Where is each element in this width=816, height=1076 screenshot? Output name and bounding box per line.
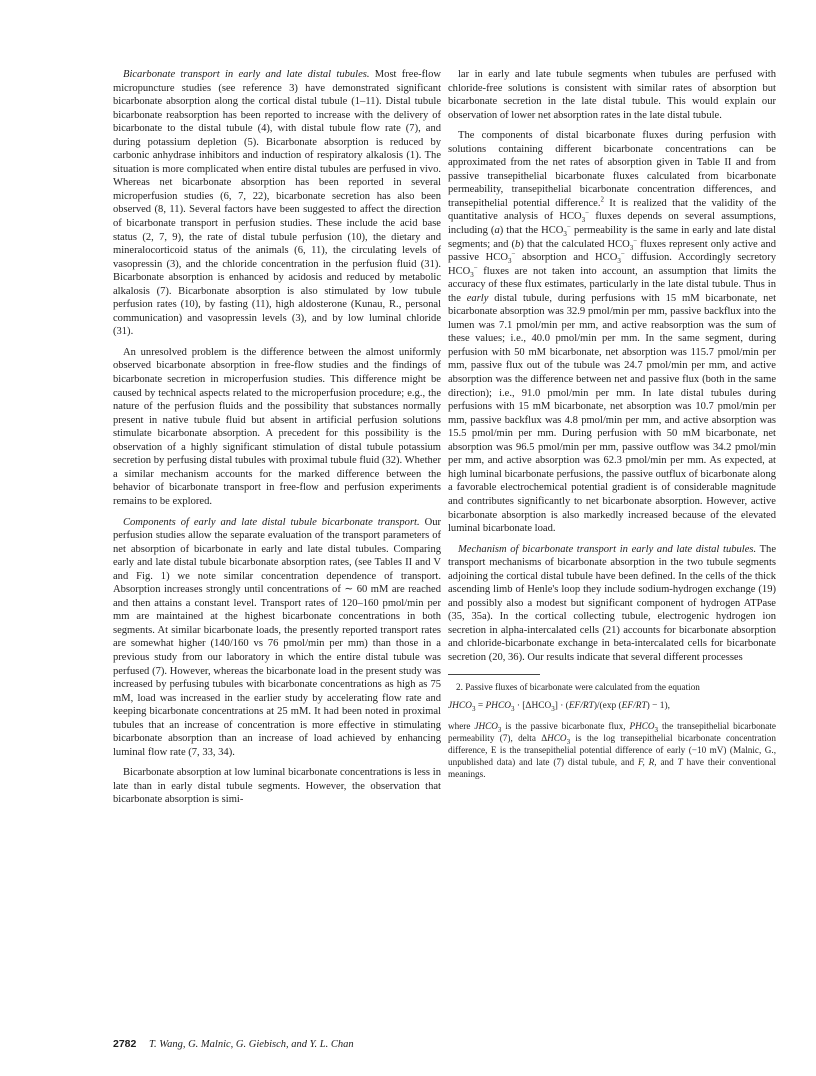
fn-part: is the passive bicarbonate flux, [501, 720, 630, 731]
right-column [448, 68, 776, 781]
hco3-sup: − [511, 249, 516, 258]
text-span: fluxes represent only active and passive HCO [448, 238, 777, 264]
eq-part: EF/RT [621, 700, 647, 711]
text-span: early [466, 292, 489, 304]
sub-3: 3 [497, 725, 502, 734]
sub-3: 3 [654, 725, 658, 734]
footnote-divider [448, 674, 540, 675]
fn-part: is the log transepithelial bicarbonate concentration difference, E is the transepithelial potential difference of early (−10 mV) (Malnic, G., unpublished data) and late (7) distal tubule, and [448, 732, 776, 768]
hco3-sup: − [585, 208, 590, 217]
hco3-sup: − [566, 222, 571, 231]
sub-3: 3 [551, 704, 555, 713]
text-span: b [515, 238, 521, 250]
fn-part: and [656, 757, 678, 768]
text-span: fluxes are not taken into account, an assumption that limits the accuracy of these flux estimates, particularly in the late distal tubule. Thus in the [448, 265, 776, 304]
paragraph-continuation: lar in early and late tubule segments when tubules are perfused with chloride-free solutions is consistent with similar rates of absorption but bicarbonate secretion in the late distal tubule. This would explain our observation of lower net absorption rates in the late distal tubule. [448, 69, 776, 121]
paragraph-text: Our perfusion studies allow the separate evaluation of the transport parameters of net absorption of bicarbonate in early and late distal tubules. Comparing early and late distal tubule bicarbonate absorption rates, (see Tables II and V and Fig. 1) we note similar concentration dependence of transport. Absorption increases strongly until concentrations of ∼ 60 mM are reached and then attains a constant level. Transport rates of 120–160 pmol/min per mm are maintained at the highest bicarbonate concentrations in both segments. At similar bicarbonate loads, the presently reported transport rates are somewhat higher (140/160 vs 76 pmol/min per mm) than those in a previous study from our laboratory in which the entire distal tubule was perfused (7). However, whereas the bicarbonate load in the present study was increased by perfusing tubules with bicarbonate concentrations as high as 75 mM, load was increased in the earlier study by accelerating flow rate and keeping bicarbonate concentrations at 25 mM. It had been noted in proximal tubules that an increase of concentration is more effective in stimulating bicarbonate absorption than an increase of load achieved by enhancing luminal flow rate (7, 33, 34). [113, 516, 442, 758]
fn-part: F, R, [638, 757, 657, 768]
text-span: distal tubule, during perfusions with 15 mM bicarbonate, net bicarbonate absorption was 32.9 pmol/min per mm, passive backflux into the lumen was 7.1 pmol/min per mm, and active reabsorption was the sum of these values; i.e., 40.0 pmol/min per mm. In the same segment, during perfusion with 50 mM bicarbonate, net absorption was 115.7 pmol/min per mm, passive flux out of the tubule was 24.7 pmol/min per mm, and active absorption was the difference between net and passive flux (both in the same direction); i.e., 91.0 pmol/min per mm. In late distal tubules during perfusions with 15 mM bicarbonate, net absorption was 10.7 pmol/min per mm, passive backflux was 4.8 pmol/min per mm, and active absorption was 15.5 pmol/min per mm. During perfusion with 50 mM bicarbonate, net absorption was 96.5 pmol/min per mm, passive outflow was 34.2 pmol/min per mm, and active absorption was 62.3 pmol/min per mm. As expected, at high luminal bicarbonate perfusions, the passive outflux of bicarbonate along a favorable electrochemical potential gradient is of considerable magnitude and contributes significantly to net bicarbonate absorption. However, active bicarbonate absorption is also markedly increased because of the elevated luminal bicarbonate load. [448, 292, 776, 535]
fn-part: T [677, 757, 683, 768]
footnote-ref: 2 [600, 195, 604, 204]
paragraph-bicarbonate-transport [113, 68, 441, 339]
running-authors: T. Wang, G. Malnic, G. Giebisch, and Y. L. Chan [148, 1039, 354, 1050]
hco3-sup: − [620, 249, 625, 258]
left-column [113, 68, 441, 807]
eq-part: ) − 1), [646, 700, 670, 711]
hco3-sup: − [473, 263, 478, 272]
footnote-intro: 2. Passive fluxes of bicarbonate were calculated from the equation [456, 681, 700, 692]
eq-part: JHCO [448, 700, 472, 711]
section-heading: Mechanism of bicarbonate transport in early and late distal tubules. [458, 543, 757, 555]
fn-part: have their conventional meanings. [448, 757, 777, 780]
sub-3: 3 [471, 704, 476, 713]
eq-part: EF/RT [568, 700, 594, 711]
text-span: The components of distal bicarbonate fluxes during perfusion with solutions containing different bicarbonate concentrations can be approximated from the net rates of absorption given in Table II and from passive transepithelial bicarbonate fluxes calculated from bicarbonate permeability, transepithelial bicarbonate concentration differences, and transepithelial potential difference. [448, 130, 776, 209]
page-footer [113, 1038, 354, 1050]
fn-part: the transepithelial bicarbonate permeability (7), delta Δ [448, 720, 776, 743]
paragraph-text: Most free-flow micropuncture studies (see reference 3) have demonstrated significant bicarbonate absorption along the cortical distal tubule (1–11). Distal tubule bicarbonate reabsorption has been reported to increase with the delivery of bicarbonate to the distal tubule (4), with distal tubule flow rate (7), and during potassium depletion (5). Bicarbonate absorption is reduced by carbonic anhydrase inhibitors and induction of respiratory alkalosis (1). The situation is more complicated when entire distal tubules are perfused in vivo. Whereas net bicarbonate absorption has been reported in several microperfusion studies (6, 7, 22), bicarbonate secretion has also been observed (8, 11). Several factors have been suggested to affect the direction of bicarbonate transport in perfusion studies. These include the acid base status (2, 7, 9), the rate of distal tubule perfusion (10), the dietary and mineralocorticoid status of the animals (6, 11), the circulating levels of vasopressin (3), and the chloride concentration in the perfusion fluid (31). Bicarbonate absorption is enhanced by acidosis and reduced by metabolic alkalosis (7). Bicarbonate absorption is also stimulated by low tubule perfusion rates (10), by fasting (11), high aldosterone (Kunau, R., personal communication) and vasopressin levels (3), and by low luminal chloride (31). [113, 69, 441, 338]
footnote-definitions [448, 720, 776, 781]
sub-3: 3 [510, 704, 515, 713]
eq-part: PHCO [485, 700, 511, 711]
hco3-sub: 3 [617, 257, 621, 266]
page-number: 2782 [113, 1038, 137, 1050]
section-heading: Bicarbonate transport in early and late distal tubules. [123, 69, 370, 80]
hco3-sub: 3 [581, 216, 586, 225]
text-span: It is realized that the validity of the quantitative analysis of HCO [448, 197, 776, 223]
paragraph-flux-components [448, 129, 776, 535]
section-heading: Components of early and late distal tubule bicarbonate transport. [123, 516, 420, 528]
footnote [448, 681, 776, 781]
text-span: absorption and HCO [515, 252, 618, 264]
text-span: fluxes depends on several assumptions, including ( [448, 211, 776, 237]
fn-part: HCO [547, 732, 567, 743]
fn-part: JHCO [474, 720, 498, 731]
fn-part: PHCO [629, 720, 655, 731]
paragraph-low-luminal: Bicarbonate absorption at low luminal bicarbonate concentrations is less in late than in early distal tubule segments. However, the observation that bicarbonate absorption is simi- [113, 767, 441, 806]
eq-part: = [475, 700, 486, 711]
text-span: diffusion. Accordingly secretory HCO [448, 252, 776, 277]
eq-part: ] · ( [554, 700, 569, 711]
text-span: ) that the HCO [499, 225, 564, 237]
paragraph-components [113, 516, 441, 760]
text-span: ) that the calculated HCO [520, 238, 630, 250]
text-span: a [494, 225, 500, 237]
hco3-sub: 3 [470, 270, 474, 279]
eq-part: )/(exp ( [593, 700, 622, 711]
hco3-sub: 3 [507, 257, 512, 266]
paragraph-text: The transport mechanisms of bicarbonate absorption in the two tubule segments adjoining the cortical distal tubule have been defined. In the cells of the thick ascending limb of Henle's loop they include sodium-hydrogen exchange (19) and possibly also a modest but significant component of hydrogen ATPase (35, 35a). In the cortical collecting tubule, electrogenic hydrogen ion secretion in alpha-intercalated cells (21) accounts for bicarbonate absorption and chloride-bicarbonate exchange in beta-intercalated cells for bicarbonate secretion (20, 36). Our results indicate that several different processes [448, 543, 776, 663]
paragraph-unresolved-problem: An unresolved problem is the difference between the almost uniformly observed bicarbonate absorption in free-flow studies and the findings of bicarbonate secretion in microperfusion studies. This difference might be caused by technical aspects related to the microperfusion procedure; e.g., the nature of the perfusion fluids and the possibility that substances normally present in native tubule fluid but absent in artificial perfusion solutions stimulate bicarbonate absorption. A precedent for this possibility is the observation of a highly significant stimulation of distal tubule potassium secretion by perfusing distal tubules with proximal tubule fluid (32). Whether a similar mechanism accounts for the marked difference between the behavior of bicarbonate transport in free-flow and perfusion experiments remains to be explored. [113, 346, 441, 507]
fn-part: where [448, 720, 475, 731]
hco3-sup: − [633, 236, 638, 245]
text-span: permeability is the same in early and late distal segments; and ( [448, 225, 776, 250]
hco3-sub: 3 [629, 243, 634, 252]
hco3-sub: 3 [563, 230, 567, 239]
eq-part: · [ΔHCO [514, 700, 552, 711]
sub-3: 3 [566, 737, 571, 746]
paragraph-mechanism [448, 543, 776, 665]
flux-equation [448, 700, 776, 713]
